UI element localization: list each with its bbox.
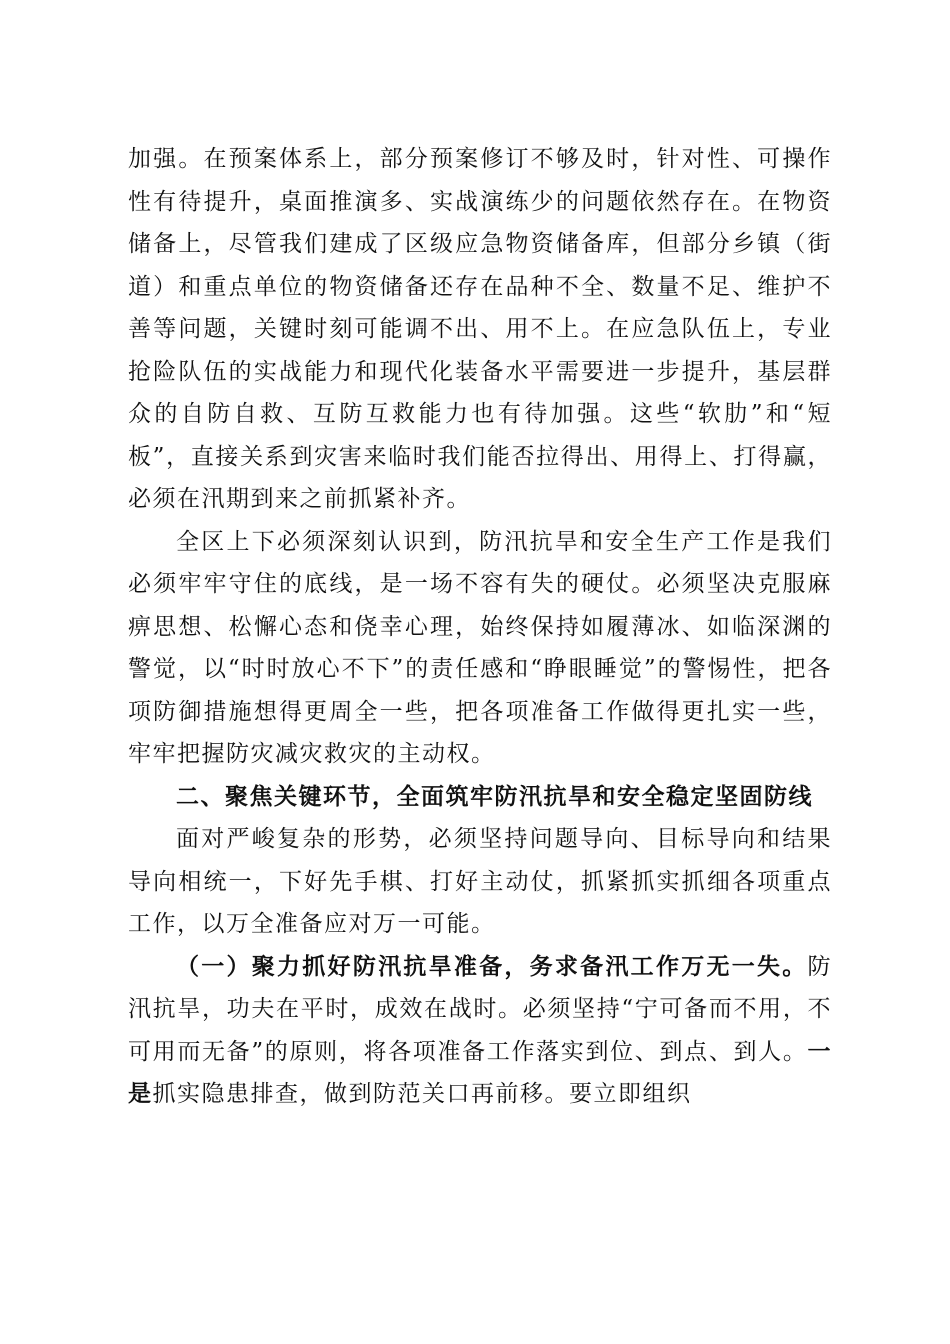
paragraph-flood-prep <box>128 946 832 1116</box>
paragraph-awareness: 全区上下必须深刻认识到，防汛抗旱和安全生产工作是我们必须牢牢守住的底线，是一场不容有失的硬仗。必须坚决克服麻痹思想、松懈心态和侥幸心理，始终保持如履薄冰、如临深渊的警觉，以“时时放心不下”的责任感和“睁眼睡觉”的警惕性，把各项防御措施想得更周全一些，把各项准备工作做得更扎实一些，牢牢把握防灾减灾救灾的主动权。 <box>128 528 832 767</box>
item-marker-1: 一是 <box>128 1037 832 1107</box>
subheading-1: （一）聚力抓好防汛抗旱准备，务求备汛工作万无一失。 <box>176 952 808 980</box>
document-body <box>128 138 832 1116</box>
flood-prep-text: 防汛抗旱，功夫在平时，成效在战时。必须坚持“宁可备而不用，不可用而无备”的原则，将各项准备工作落实到位、到点、到人。 <box>128 953 832 1065</box>
paragraph-overview: 面对严峻复杂的形势，必须坚持问题导向、目标导向和结果导向相统一，下好先手棋、打好主动仗，抓紧抓实抓细各项重点工作，以万全准备应对万一可能。 <box>128 826 832 937</box>
section-heading-2: 二、聚焦关键环节，全面筑牢防汛抗旱和安全稳定坚固防线 <box>176 782 813 810</box>
item-1-text: 抓实隐患排查，做到防范关口再前移。要立即组织 <box>152 1081 692 1107</box>
paragraph-weaknesses: 加强。在预案体系上，部分预案修订不够及时，针对性、可操作性有待提升，桌面推演多、实战演练少的问题依然存在。在物资储备上，尽管我们建成了区级应急物资储备库，但部分乡镇（街道）和重点单位的物资储备还存在品种不全、数量不足、维护不善等问题，关键时刻可能调不出、用不上。在应急队伍上，专业抢险队伍的实战能力和现代化装备水平需要进一步提升，基层群众的自防自救、互防互救能力也有待加强。这些“软肋”和“短板”，直接关系到灾害来临时我们能否拉得出、用得上、打得赢，必须在汛期到来之前抓紧补齐。 <box>128 146 832 512</box>
